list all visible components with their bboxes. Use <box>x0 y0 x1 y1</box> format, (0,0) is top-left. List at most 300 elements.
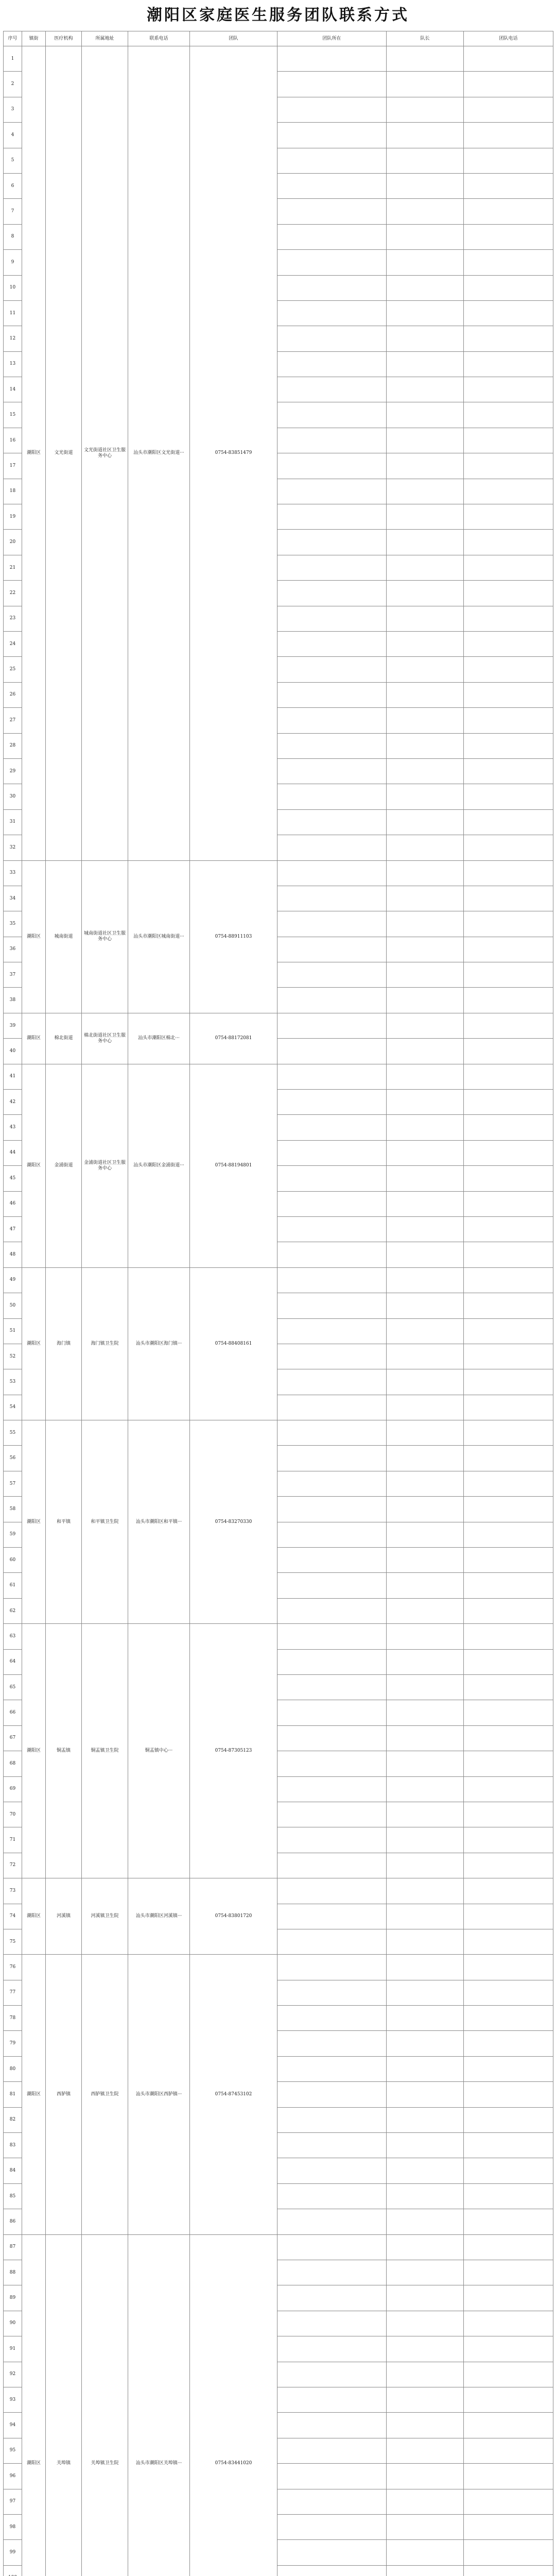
team-location-cell <box>387 97 464 122</box>
team-cell <box>277 1216 387 1242</box>
leader-cell <box>464 1649 553 1674</box>
team-cell <box>277 2107 387 2132</box>
team-cell <box>277 1267 387 1293</box>
column-header: 队长 <box>387 31 464 46</box>
team-cell <box>277 1166 387 1191</box>
team-cell <box>277 631 387 656</box>
row-index-cell: 44 <box>4 1140 22 1165</box>
team-cell <box>277 1573 387 1598</box>
team-location-cell <box>387 1216 464 1242</box>
team-cell <box>277 1725 387 1751</box>
leader-cell <box>464 758 553 784</box>
row-index-cell: 88 <box>4 2260 22 2285</box>
team-location-cell <box>387 1955 464 1980</box>
team-cell <box>277 2234 387 2260</box>
leader-cell <box>464 988 553 1013</box>
leader-cell <box>464 1064 553 1089</box>
team-cell <box>277 2158 387 2183</box>
row-index-cell: 46 <box>4 1191 22 1216</box>
team-cell <box>277 2336 387 2362</box>
team-location-cell <box>387 2133 464 2158</box>
team-location-cell <box>387 1725 464 1751</box>
team-location-cell <box>387 377 464 402</box>
leader-cell <box>464 453 553 479</box>
team-location-cell <box>387 835 464 860</box>
phone-cell: 0754-87305123 <box>190 1624 277 1878</box>
team-location-cell <box>387 1878 464 1904</box>
row-index-cell: 93 <box>4 2387 22 2412</box>
address-cell: 铜盂镇中心··· <box>128 1624 190 1878</box>
address-cell: 汕头市潮阳区西胪镇··· <box>128 1955 190 2234</box>
leader-cell <box>464 148 553 173</box>
team-location-cell <box>387 1395 464 1420</box>
team-location-cell <box>387 1191 464 1216</box>
leader-cell <box>464 1700 553 1725</box>
team-location-cell <box>387 275 464 300</box>
team-cell <box>277 530 387 555</box>
leader-cell <box>464 1242 553 1267</box>
team-cell <box>277 402 387 428</box>
team-cell <box>277 199 387 224</box>
team-cell <box>277 2362 387 2387</box>
leader-cell <box>464 2489 553 2514</box>
row-index-cell: 14 <box>4 377 22 402</box>
leader-cell <box>464 2006 553 2031</box>
team-cell <box>277 250 387 275</box>
team-location-cell <box>387 2107 464 2132</box>
team-cell <box>277 2489 387 2514</box>
team-cell <box>277 758 387 784</box>
team-cell <box>277 428 387 453</box>
leader-cell <box>464 581 553 606</box>
team-cell <box>277 606 387 631</box>
row-index-cell: 82 <box>4 2107 22 2132</box>
row-index-cell: 54 <box>4 1395 22 1420</box>
team-location-cell <box>387 2158 464 2183</box>
team-location-cell <box>387 1013 464 1038</box>
team-location-cell <box>387 1700 464 1725</box>
team-location-cell <box>387 1751 464 1776</box>
team-location-cell <box>387 1293 464 1318</box>
team-location-cell <box>387 708 464 733</box>
column-header: 团队 <box>190 31 277 46</box>
team-location-cell <box>387 1344 464 1369</box>
leader-cell <box>464 2183 553 2209</box>
row-index-cell: 61 <box>4 1573 22 1598</box>
leader-cell <box>464 1446 553 1471</box>
row-index-cell: 80 <box>4 2056 22 2081</box>
row-index-cell: 38 <box>4 988 22 1013</box>
table-row <box>4 1064 553 1089</box>
row-index-cell: 75 <box>4 1929 22 1954</box>
leader-cell <box>464 377 553 402</box>
row-index-cell: 42 <box>4 1090 22 1115</box>
team-cell <box>277 2285 387 2311</box>
team-cell <box>277 1242 387 1267</box>
row-index-cell: 33 <box>4 860 22 886</box>
row-index-cell: 10 <box>4 275 22 300</box>
row-index-cell: 65 <box>4 1675 22 1700</box>
leader-cell <box>464 1548 553 1573</box>
leader-cell <box>464 657 553 682</box>
row-index-cell: 36 <box>4 937 22 962</box>
team-location-cell <box>387 2489 464 2514</box>
team-location-cell <box>387 148 464 173</box>
team-cell <box>277 1878 387 1904</box>
org-cell: 棉北街道社区卫生服务中心 <box>82 1013 128 1064</box>
team-location-cell <box>387 2540 464 2565</box>
team-cell <box>277 2311 387 2336</box>
team-cell <box>277 988 387 1013</box>
row-index-cell: 87 <box>4 2234 22 2260</box>
row-index-cell: 95 <box>4 2438 22 2463</box>
team-location-cell <box>387 1166 464 1191</box>
leader-cell <box>464 2387 553 2412</box>
phone-cell: 0754-88408161 <box>190 1267 277 1420</box>
district-cell: 潮阳区 <box>22 1878 46 1955</box>
team-cell <box>277 784 387 809</box>
district-cell: 潮阳区 <box>22 1420 46 1624</box>
leader-cell <box>464 1878 553 1904</box>
team-location-cell <box>387 2438 464 2463</box>
team-location-cell <box>387 1497 464 1522</box>
team-cell <box>277 1013 387 1038</box>
phone-cell: 0754-87453102 <box>190 1955 277 2234</box>
row-index-cell: 32 <box>4 835 22 860</box>
row-index-cell: 94 <box>4 2413 22 2438</box>
leader-cell <box>464 275 553 300</box>
leader-cell <box>464 1725 553 1751</box>
team-location-cell <box>387 300 464 326</box>
leader-cell <box>464 2056 553 2081</box>
row-index-cell: 66 <box>4 1700 22 1725</box>
leader-cell <box>464 1395 553 1420</box>
team-location-cell <box>387 530 464 555</box>
leader-cell <box>464 1751 553 1776</box>
team-cell <box>277 2387 387 2412</box>
team-location-cell <box>387 2336 464 2362</box>
phone-cell: 0754-83851479 <box>190 46 277 861</box>
team-location-cell <box>387 758 464 784</box>
town-cell: 海门镇 <box>46 1267 82 1420</box>
row-index-cell: 30 <box>4 784 22 809</box>
team-cell <box>277 1064 387 1089</box>
column-header: 序号 <box>4 31 22 46</box>
team-location-cell <box>387 1853 464 1878</box>
row-index-cell: 85 <box>4 2183 22 2209</box>
team-location-cell <box>387 2056 464 2081</box>
org-cell: 海门镇卫生院 <box>82 1267 128 1420</box>
team-cell <box>277 733 387 758</box>
row-index-cell: 34 <box>4 886 22 911</box>
leader-cell <box>464 1344 553 1369</box>
team-cell <box>277 2260 387 2285</box>
leader-cell <box>464 1624 553 1649</box>
team-location-cell <box>387 2260 464 2285</box>
team-cell <box>277 1293 387 1318</box>
address-cell: 汕头市潮阳区城南街道··· <box>128 860 190 1013</box>
team-location-cell <box>387 1318 464 1344</box>
team-cell <box>277 581 387 606</box>
leader-cell <box>464 2514 553 2539</box>
row-index-cell: 11 <box>4 300 22 326</box>
row-index-cell: 70 <box>4 1802 22 1827</box>
leader-cell <box>464 2311 553 2336</box>
team-cell <box>277 2565 387 2576</box>
row-index-cell: 89 <box>4 2285 22 2311</box>
team-location-cell <box>387 988 464 1013</box>
leader-cell <box>464 555 553 580</box>
team-cell <box>277 860 387 886</box>
column-header: 所属地址 <box>82 31 128 46</box>
team-cell <box>277 1700 387 1725</box>
team-location-cell <box>387 682 464 707</box>
team-location-cell <box>387 1115 464 1140</box>
team-cell <box>277 2031 387 2056</box>
leader-cell <box>464 1471 553 1496</box>
team-cell <box>277 504 387 530</box>
row-index-cell: 43 <box>4 1115 22 1140</box>
leader-cell <box>464 402 553 428</box>
team-cell <box>277 682 387 707</box>
row-index-cell: 97 <box>4 2489 22 2514</box>
leader-cell <box>464 708 553 733</box>
team-cell <box>277 479 387 504</box>
leader-cell <box>464 1853 553 1878</box>
row-index-cell: 79 <box>4 2031 22 2056</box>
table-row <box>4 2234 553 2260</box>
leader-cell <box>464 123 553 148</box>
team-cell <box>277 657 387 682</box>
team-cell <box>277 123 387 148</box>
leader-cell <box>464 428 553 453</box>
team-location-cell <box>387 1904 464 1929</box>
leader-cell <box>464 1522 553 1547</box>
leader-cell <box>464 2565 553 2576</box>
row-index-cell: 35 <box>4 911 22 937</box>
town-cell: 关埠镇 <box>46 2234 82 2576</box>
team-cell <box>277 2464 387 2489</box>
team-location-cell <box>387 402 464 428</box>
team-location-cell <box>387 453 464 479</box>
town-cell: 文光街道 <box>46 46 82 861</box>
table-row <box>4 1878 553 1904</box>
leader-cell <box>464 1166 553 1191</box>
team-cell <box>277 809 387 835</box>
row-index-cell: 56 <box>4 1446 22 1471</box>
leader-cell <box>464 1140 553 1165</box>
team-location-cell <box>387 1598 464 1623</box>
team-location-cell <box>387 2031 464 2056</box>
team-location-cell <box>387 123 464 148</box>
team-location-cell <box>387 2565 464 2576</box>
leader-cell <box>464 2336 553 2362</box>
team-cell <box>277 97 387 122</box>
row-index-cell: 91 <box>4 2336 22 2362</box>
team-location-cell <box>387 1267 464 1293</box>
team-location-cell <box>387 2413 464 2438</box>
team-cell <box>277 1598 387 1623</box>
leader-cell <box>464 1573 553 1598</box>
leader-cell <box>464 2107 553 2132</box>
leader-cell <box>464 530 553 555</box>
leader-cell <box>464 1827 553 1853</box>
team-location-cell <box>387 784 464 809</box>
team-cell <box>277 2209 387 2234</box>
table-body <box>4 46 553 2576</box>
team-cell <box>277 1853 387 1878</box>
team-cell <box>277 1471 387 1496</box>
row-index-cell: 73 <box>4 1878 22 1904</box>
leader-cell <box>464 1090 553 1115</box>
table-row <box>4 1267 553 1293</box>
leader-cell <box>464 1191 553 1216</box>
row-index-cell: 40 <box>4 1039 22 1064</box>
team-cell <box>277 1675 387 1700</box>
team-cell <box>277 1751 387 1776</box>
leader-cell <box>464 835 553 860</box>
leader-cell <box>464 1420 553 1446</box>
district-cell: 潮阳区 <box>22 1013 46 1064</box>
org-cell: 金浦街道社区卫生服务中心 <box>82 1064 128 1267</box>
leader-cell <box>464 250 553 275</box>
leader-cell <box>464 1980 553 2005</box>
row-index-cell: 45 <box>4 1166 22 1191</box>
row-index-cell: 12 <box>4 326 22 351</box>
row-index-cell: 16 <box>4 428 22 453</box>
table-row <box>4 1955 553 1980</box>
team-cell <box>277 2056 387 2081</box>
row-index-cell: 21 <box>4 555 22 580</box>
leader-cell <box>464 1929 553 1954</box>
org-cell: 文光街道社区卫生服务中心 <box>82 46 128 861</box>
leader-cell <box>464 1267 553 1293</box>
row-index-cell: 26 <box>4 682 22 707</box>
team-location-cell <box>387 2082 464 2107</box>
leader-cell <box>464 173 553 198</box>
leader-cell <box>464 2540 553 2565</box>
row-index-cell: 71 <box>4 1827 22 1853</box>
row-index-cell: 96 <box>4 2464 22 2489</box>
team-cell <box>277 1955 387 1980</box>
org-cell: 河溪镇卫生院 <box>82 1878 128 1955</box>
team-location-cell <box>387 555 464 580</box>
row-index-cell: 57 <box>4 1471 22 1496</box>
column-header: 镇街 <box>22 31 46 46</box>
town-cell: 铜盂镇 <box>46 1624 82 1878</box>
leader-cell <box>464 1776 553 1802</box>
team-location-cell <box>387 1675 464 1700</box>
phone-cell: 0754-88911103 <box>190 860 277 1013</box>
district-cell: 潮阳区 <box>22 860 46 1013</box>
leader-cell <box>464 2464 553 2489</box>
leader-cell <box>464 2209 553 2234</box>
team-location-cell <box>387 1090 464 1115</box>
row-index-cell: 4 <box>4 123 22 148</box>
team-location-cell <box>387 1802 464 1827</box>
leader-cell <box>464 886 553 911</box>
team-cell <box>277 2514 387 2539</box>
district-cell: 潮阳区 <box>22 2234 46 2576</box>
row-index-cell: 81 <box>4 2082 22 2107</box>
team-location-cell <box>387 2209 464 2234</box>
team-cell <box>277 1649 387 1674</box>
leader-cell <box>464 682 553 707</box>
leader-cell <box>464 351 553 377</box>
leader-cell <box>464 1318 553 1344</box>
row-index-cell: 84 <box>4 2158 22 2183</box>
table-row <box>4 1624 553 1649</box>
row-index-cell: 92 <box>4 2362 22 2387</box>
row-index-cell: 63 <box>4 1624 22 1649</box>
row-index-cell: 25 <box>4 657 22 682</box>
team-cell <box>277 1140 387 1165</box>
leader-cell <box>464 1904 553 1929</box>
team-cell <box>277 1776 387 1802</box>
team-location-cell <box>387 199 464 224</box>
team-cell <box>277 555 387 580</box>
team-cell <box>277 1624 387 1649</box>
leader-cell <box>464 2133 553 2158</box>
row-index-cell: 62 <box>4 1598 22 1623</box>
column-header: 联系电话 <box>128 31 190 46</box>
row-index-cell: 50 <box>4 1293 22 1318</box>
address-cell: 汕头市潮阳区金浦街道··· <box>128 1064 190 1267</box>
team-cell <box>277 2438 387 2463</box>
row-index-cell: 58 <box>4 1497 22 1522</box>
team-location-cell <box>387 1827 464 1853</box>
team-cell <box>277 1395 387 1420</box>
team-location-cell <box>387 1522 464 1547</box>
team-cell <box>277 962 387 988</box>
row-index-cell: 8 <box>4 224 22 249</box>
team-location-cell <box>387 911 464 937</box>
phone-cell: 0754-83441020 <box>190 2234 277 2576</box>
row-index-cell: 99 <box>4 2540 22 2565</box>
row-index-cell: 55 <box>4 1420 22 1446</box>
page-title: 潮阳区家庭医生服务团队联系方式 <box>147 6 409 24</box>
team-location-cell <box>387 1649 464 1674</box>
row-index-cell: 17 <box>4 453 22 479</box>
team-cell <box>277 937 387 962</box>
team-location-cell <box>387 1980 464 2005</box>
team-cell <box>277 1318 387 1344</box>
address-cell: 汕头市潮阳区关埠镇··· <box>128 2234 190 2576</box>
team-location-cell <box>387 1929 464 1954</box>
leader-cell <box>464 606 553 631</box>
leader-cell <box>464 46 553 72</box>
team-location-cell <box>387 326 464 351</box>
row-index-cell: 51 <box>4 1318 22 1344</box>
team-location-cell <box>387 809 464 835</box>
team-location-cell <box>387 962 464 988</box>
team-cell <box>277 1497 387 1522</box>
row-index-cell: 47 <box>4 1216 22 1242</box>
leader-cell <box>464 300 553 326</box>
leader-cell <box>464 326 553 351</box>
team-cell <box>277 2082 387 2107</box>
address-cell: 汕头市潮阳区棉北··· <box>128 1013 190 1064</box>
leader-cell <box>464 1216 553 1242</box>
team-cell <box>277 1522 387 1547</box>
team-cell <box>277 2183 387 2209</box>
district-cell: 潮阳区 <box>22 46 46 861</box>
org-cell: 城南街道社区卫生服务中心 <box>82 860 128 1013</box>
leader-cell <box>464 479 553 504</box>
team-location-cell <box>387 886 464 911</box>
leader-cell <box>464 2031 553 2056</box>
leader-cell <box>464 199 553 224</box>
